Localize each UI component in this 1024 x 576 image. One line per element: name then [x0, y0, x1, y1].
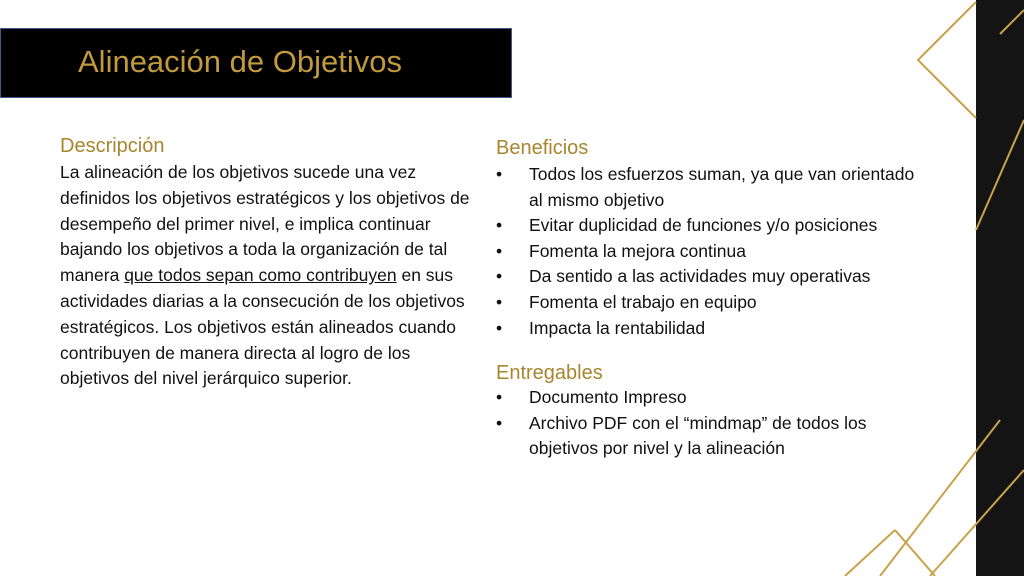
deliverable-item-text: Documento Impreso: [529, 387, 687, 407]
bullet-icon: •: [496, 387, 503, 407]
benefits-list: [496, 162, 916, 341]
deliverables-heading: Entregables: [496, 362, 603, 384]
benefit-item-text: Da sentido a las actividades muy operativas: [529, 266, 871, 287]
deco-chevron-top: [918, 2, 976, 118]
bullet-icon: •: [496, 266, 503, 287]
slide-title: Alineación de Objetivos: [78, 44, 402, 79]
benefit-item: [496, 162, 916, 213]
description-text-underlined: que todos sepan como contribuyen: [124, 265, 397, 286]
benefit-item: [496, 316, 916, 342]
bullet-icon: •: [496, 291, 503, 312]
benefit-item: [496, 264, 916, 290]
benefit-item: [496, 213, 916, 239]
benefit-item: [496, 239, 916, 265]
description-text: [60, 160, 478, 392]
benefit-item-text: Fomenta el trabajo en equipo: [529, 291, 757, 312]
description-heading: Descripción: [60, 135, 165, 157]
bullet-icon: •: [496, 164, 503, 184]
benefits-heading: Beneficios: [496, 137, 589, 159]
bullet-icon: •: [496, 215, 503, 236]
deco-line-bottom-3: [845, 530, 895, 576]
deco-line-bottom-4: [895, 530, 935, 576]
deliverable-item-text: Archivo PDF con el “mindmap” de todos los objetivos por nivel y la alineación: [529, 412, 867, 459]
benefit-item-text: Evitar duplicidad de funciones y/o posiciones: [529, 215, 878, 236]
bullet-icon: •: [496, 412, 503, 433]
deliverable-item: [496, 411, 916, 462]
benefit-item-text: Todos los esfuerzos suman, ya que van orientado al mismo objetivo: [529, 164, 915, 210]
benefit-item-text: Impacta la rentabilidad: [529, 317, 706, 338]
description-text-part1: La alineación de los objetivos sucede una vez definidos los objetivos estratégicos y los objetivos de desempeño del primer nivel, e implica continuar bajando los objetivos a toda la organización de tal manera: [60, 162, 470, 286]
benefit-item: [496, 290, 916, 316]
right-dark-strip: [976, 0, 1024, 576]
description-text-part2: en sus actividades diarias a la consecución de los objetivos estratégicos. Los objetivos están alineados cuando contribuyen de manera directa al logro de los objetivos del nivel jerárquico superior.: [60, 265, 465, 389]
deliverables-list: [496, 385, 916, 462]
benefit-item-text: Fomenta la mejora continua: [529, 240, 746, 261]
bullet-icon: •: [496, 317, 503, 338]
deliverable-item: [496, 385, 916, 411]
bullet-icon: •: [496, 240, 503, 261]
